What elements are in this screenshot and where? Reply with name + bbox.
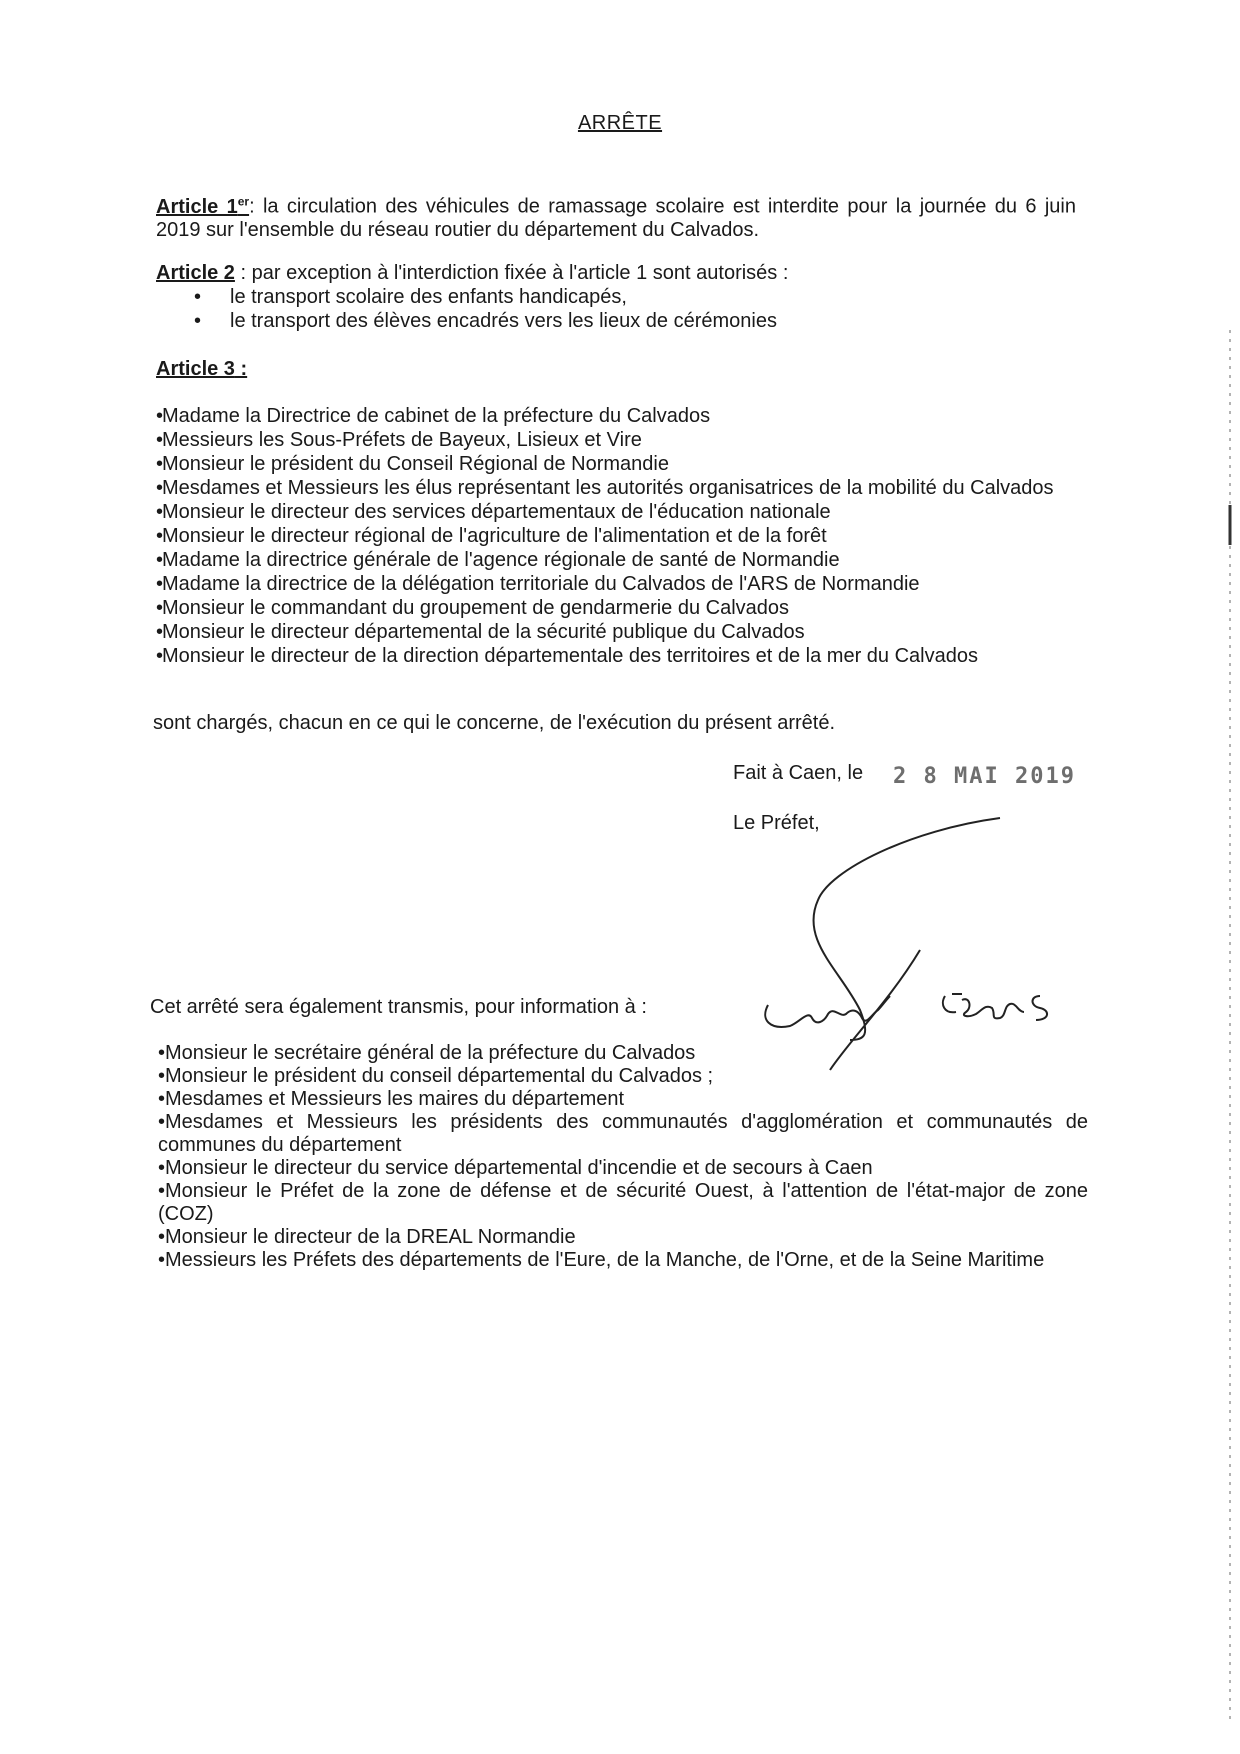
article-1 xyxy=(156,190,1076,242)
article-2-list xyxy=(156,285,1076,333)
list-item: •Messieurs les Sous-Préfets de Bayeux, Lisieux et Vire xyxy=(156,429,642,451)
list-item: •Monsieur le directeur de la DREAL Normandie xyxy=(158,1226,576,1248)
list-item: •Mesdames et Messieurs les maires du département xyxy=(158,1088,625,1110)
list-item: • le transport des élèves encadrés vers les lieux de cérémonies xyxy=(156,309,1076,333)
list-item: •Monsieur le directeur des services départementaux de l'éducation nationale xyxy=(156,501,831,523)
signature-role: Le Préfet, xyxy=(733,812,820,834)
list-item: •Madame la directrice de la délégation territoriale du Calvados de l'ARS de Normandie xyxy=(156,573,920,595)
scan-edge-artifact xyxy=(1224,0,1236,1754)
list-item: •Monsieur le président du Conseil Régional de Normandie xyxy=(156,453,669,475)
signature-place: Fait à Caen, le xyxy=(733,762,864,784)
article-1-superscript: er xyxy=(237,194,250,208)
list-item: •Mesdames et Messieurs les élus représentant les autorités organisatrices de la mobilité du Calvados xyxy=(156,477,1054,499)
list-item: •Monsieur le directeur du service départemental d'incendie et de secours à Caen xyxy=(158,1157,873,1179)
list-item: •Madame la Directrice de cabinet de la préfecture du Calvados xyxy=(156,405,711,427)
article-2-heading xyxy=(156,262,1076,285)
article-3-label: Article 3 : xyxy=(156,358,248,380)
article-1-label: Article 1er xyxy=(156,194,250,218)
copies-intro: Cet arrêté sera également transmis, pour information à : xyxy=(150,996,647,1018)
date-stamp: 2 8 MAI 2019 xyxy=(893,764,1076,789)
list-item: •Monsieur le président du conseil départemental du Calvados ; xyxy=(158,1065,714,1087)
recipient-list xyxy=(156,404,1096,668)
list-item: •Messieurs les Préfets des départements de l'Eure, de la Manche, de l'Orne, et de la Seine Maritime xyxy=(158,1249,1045,1271)
copies-list xyxy=(158,1042,1088,1272)
list-item: •Monsieur le directeur de la direction départementale des territoires et de la mer du Calvados xyxy=(156,645,978,667)
article-2-label: Article 2 xyxy=(156,262,235,284)
list-item: •Monsieur le directeur départemental de la sécurité publique du Calvados xyxy=(156,621,805,643)
list-item: • le transport scolaire des enfants handicapés, xyxy=(156,285,1076,309)
list-item: •Monsieur le directeur régional de l'agriculture de l'alimentation et de la forêt xyxy=(156,525,827,547)
list-item: •Monsieur le commandant du groupement de gendarmerie du Calvados xyxy=(156,597,790,619)
copies-recipients xyxy=(158,1042,1088,1272)
article-1-text: : la circulation des véhicules de ramassage scolaire est interdite pour la journée du 6 juin 2019 sur l'ensemble du réseau routier du département du Calvados. xyxy=(156,195,1076,241)
closing-text: sont chargés, chacun en ce qui le concerne, de l'exécution du présent arrêté. xyxy=(153,712,836,734)
article-2 xyxy=(156,262,1076,333)
list-item: •Monsieur le secrétaire général de la préfecture du Calvados xyxy=(158,1042,696,1064)
article-3-heading xyxy=(156,358,1076,381)
list-item: •Monsieur le Préfet de la zone de défense et de sécurité Ouest, à l'attention de l'état-major de zone (COZ) xyxy=(158,1180,1088,1225)
list-item: •Mesdames et Messieurs les présidents des communautés d'agglomération et communautés de communes du département xyxy=(158,1111,1088,1156)
document-title: ARRÊTE xyxy=(577,112,663,134)
article-2-text: : par exception à l'interdiction fixée à l'article 1 sont autorisés : xyxy=(234,262,789,284)
article-3-recipients xyxy=(156,404,1096,668)
list-item: •Madame la directrice générale de l'agence régionale de santé de Normandie xyxy=(156,549,840,571)
